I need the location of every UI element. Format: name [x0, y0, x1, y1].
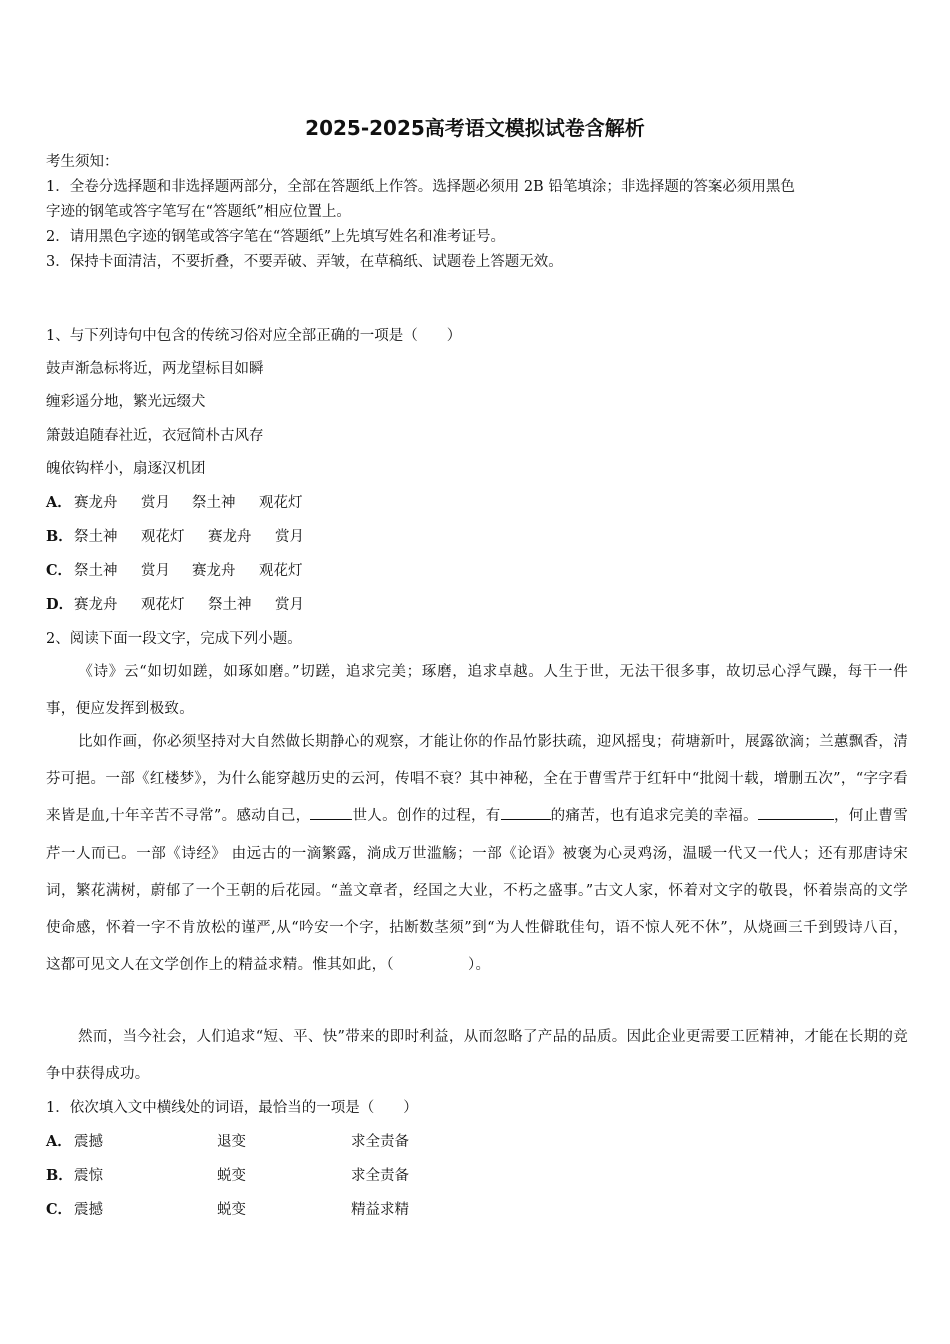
- poem-line: 魄依钩样小，扇逐汉机团: [46, 461, 206, 477]
- option-label: B．: [46, 528, 73, 545]
- passage-text: 比如作画，你必须坚持对大自然做长期静心的观察，才能让你的作品竹影扶疏，迎风摇曳；荷塘新叶，展露欲滴；兰蕙飘香，清芬可挹。一部《红楼梦》，为什么能穿越历史的云河，传唱不衰？其中神秘，全在于曹雪芹于红轩中“批阅十载，增删五次”，“字字看来皆是血,十年辛苦不寻常”。感动自己，: [46, 734, 908, 825]
- fill-blank-1[interactable]: [310, 805, 352, 820]
- option-term: 震撼: [74, 1134, 103, 1150]
- passage-text: 世人。创作的过程，有: [352, 808, 501, 825]
- notice-line: 3．保持卡面清洁，不要折叠，不要弄破、弄皱，在草稿纸、试题卷上答题无效。: [46, 254, 563, 270]
- option-term: 赛龙舟: [74, 597, 118, 613]
- option-term: 赏月: [275, 529, 304, 545]
- passage-paragraph-1: [46, 654, 908, 728]
- question-2-stem: 2、阅读下面一段文字，完成下列小题。: [46, 631, 302, 647]
- option-term: 震撼: [74, 1202, 103, 1218]
- option-term: 蜕变: [217, 1168, 246, 1184]
- notice-line: 1．全卷分选择题和非选择题两部分，全部在答题纸上作答。选择题必须用 2B 铅笔填涂；非选择题的答案必须用黑色: [46, 179, 795, 195]
- option-term: 蜕变: [217, 1202, 246, 1218]
- passage-paragraph-3: [46, 1019, 908, 1093]
- option-term: 赏月: [275, 597, 304, 613]
- option-term: 赛龙舟: [208, 529, 252, 545]
- notice-line: 2．请用黑色字迹的钢笔或答字笔在“答题纸”上先填写姓名和准考证号。: [46, 229, 506, 245]
- poem-line: 鼓声渐急标将近，两龙望标目如瞬: [46, 361, 264, 377]
- option-term: 赏月: [141, 563, 170, 579]
- page-title: 2025-2025高考语文模拟试卷含解析: [305, 116, 645, 140]
- option-term: 震惊: [74, 1168, 103, 1184]
- passage-text: ，何止曹雪芹一人而已。一部《诗经》 由远古的一滴繁露，淌成万世滥觞；一部《论语》被褒为心灵鸡汤，温暖一代又一代人；还有那唐诗宋词，繁花满树，蔚郁了一个王朝的后花园。“盖文章者，经国之大业，不朽之盛事。”古文人家，怀着对文字的敬畏，怀着崇高的文学使命感，怀着一字不肯放松的谨严,从“吟安一个字，拈断数茎须”到“为人性僻耽佳句，语不惊人死不休”，从烧画三千到毁诗八百，这都可见文人在文学创作上的精益求精。惟其如此，（ ）。: [46, 808, 908, 974]
- notice-line: 字迹的钢笔或答字笔写在“答题纸”相应位置上。: [46, 204, 351, 220]
- passage-paragraph-2: [46, 724, 908, 984]
- option-term: 观花灯: [259, 563, 303, 579]
- passage-text: 的痛苦，也有追求完美的幸福。: [550, 808, 758, 825]
- option-term: 退变: [217, 1134, 246, 1150]
- passage-text: 《诗》云“如切如蹉，如琢如磨。”切蹉，追求完美；琢磨，追求卓越。人生于世，无法干很多事，故切忌心浮气躁，每干一件事，便应发挥到极致。: [46, 664, 908, 718]
- subquestion-1-stem: 1．依次填入文中横线处的词语，最恰当的一项是（ ）: [46, 1100, 418, 1116]
- option-term: 观花灯: [141, 597, 185, 613]
- option-term: 观花灯: [259, 495, 303, 511]
- option-label: C．: [46, 562, 73, 579]
- poem-line: 缠彩遥分地，繁光远缀犬: [46, 394, 206, 410]
- question-1-stem: 1、与下列诗句中包含的传统习俗对应全部正确的一项是（ ）: [46, 328, 462, 344]
- option-term: 祭土神: [74, 529, 118, 545]
- option-label: B．: [46, 1167, 73, 1184]
- option-term: 祭土神: [208, 597, 252, 613]
- option-term: 求全责备: [351, 1134, 409, 1150]
- option-term: 赛龙舟: [74, 495, 118, 511]
- option-label: D．: [46, 596, 74, 613]
- option-term: 祭土神: [192, 495, 236, 511]
- fill-blank-2[interactable]: [501, 805, 551, 820]
- notice-heading: 考生须知：: [46, 154, 119, 170]
- option-term: 精益求精: [351, 1202, 409, 1218]
- option-term: 赏月: [141, 495, 170, 511]
- option-term: 祭土神: [74, 563, 118, 579]
- option-label: A．: [46, 1133, 72, 1150]
- option-d[interactable]: [46, 595, 304, 615]
- sub-option-c[interactable]: [46, 1200, 409, 1220]
- option-term: 求全责备: [351, 1168, 409, 1184]
- option-c[interactable]: [46, 561, 303, 581]
- sub-option-a[interactable]: [46, 1132, 409, 1152]
- option-term: 赛龙舟: [192, 563, 236, 579]
- poem-line: 箫鼓追随春社近，衣冠简朴古风存: [46, 428, 264, 444]
- sub-option-b[interactable]: [46, 1166, 409, 1186]
- passage-text: 然而，当今社会，人们追求“短、平、快”带来的即时利益，从而忽略了产品的品质。因此企业更需要工匠精神，才能在长期的竞争中获得成功。: [46, 1029, 908, 1083]
- option-label: A．: [46, 494, 72, 511]
- option-a[interactable]: [46, 493, 303, 513]
- option-label: C．: [46, 1201, 73, 1218]
- option-term: 观花灯: [141, 529, 185, 545]
- fill-blank-3[interactable]: [758, 805, 834, 820]
- option-b[interactable]: [46, 527, 304, 547]
